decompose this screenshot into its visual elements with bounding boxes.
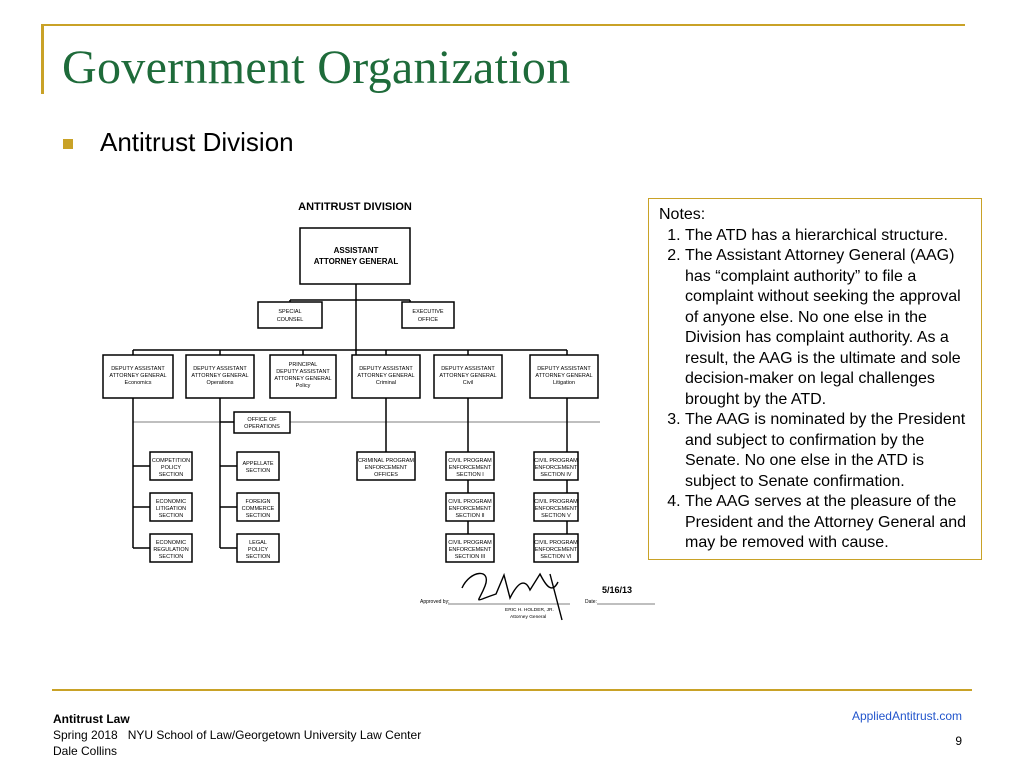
office-of-operations-line-2: OPERATIONS xyxy=(244,424,280,430)
civil-section-4-line-1: CIVIL PROGRAM xyxy=(534,458,578,464)
economic-litigation-box xyxy=(150,493,192,521)
civil-section-5-box xyxy=(534,493,578,521)
aag-line-1: ASSISTANT xyxy=(333,246,379,255)
civil-section-2-box xyxy=(446,493,494,521)
aag-box xyxy=(300,228,410,284)
deputy-economics-box xyxy=(103,355,173,398)
office-of-operations-box xyxy=(234,412,290,433)
deputy-criminal-line-1: DEPUTY ASSISTANT xyxy=(359,366,413,372)
civil-section-2-line-3: SECTION II xyxy=(455,513,485,519)
bullet-text: Antitrust Division xyxy=(100,127,294,157)
deputy-policy-box xyxy=(270,355,336,398)
deputy-economics-line-3: Economics xyxy=(124,380,152,386)
foreign-commerce-line-2: COMMERCE xyxy=(241,506,275,512)
note-item: 2. The Assistant Attorney General (AAG) has “complaint authority” to file a complaint without seeking the approval of anyone else. No one else in the Division has complaint authority. As a result, the AAG is the ultimate and sole decision-maker on legal challenges brought by the ATD. xyxy=(685,246,971,410)
approved-by-label: Approved by: xyxy=(420,599,450,605)
criminal-offices-line-1: CRIMINAL PROGRAM xyxy=(357,458,415,464)
civil-section-5-line-1: CIVIL PROGRAM xyxy=(534,499,578,505)
economic-regulation-line-1: ECONOMIC xyxy=(155,540,187,546)
legal-policy-line-3: SECTION xyxy=(245,554,271,560)
approval-date: 5/16/13 xyxy=(602,585,633,595)
civil-section-4-line-3: SECTION IV xyxy=(540,472,572,478)
notes-list xyxy=(659,226,971,554)
civil-section-1-line-1: CIVIL PROGRAM xyxy=(448,458,492,464)
civil-section-2-line-1: CIVIL PROGRAM xyxy=(448,499,492,505)
civil-section-5-line-2: ENFORCEMENT xyxy=(534,506,578,512)
civil-section-1-line-3: SECTION I xyxy=(456,472,484,478)
deputy-policy-line-1: PRINCIPAL xyxy=(288,362,318,368)
note-item: 3. The AAG is nominated by the President and subject to confirmation by the Senate. No one else in the ATD is subject to Senate confirmation. xyxy=(685,410,971,492)
executive-office-line-1: EXECUTIVE xyxy=(412,309,444,315)
economic-litigation-line-1: ECONOMIC xyxy=(155,499,187,505)
civil-section-6-box xyxy=(534,534,578,562)
deputy-criminal-line-3: Criminal xyxy=(375,380,397,386)
deputy-civil-line-3: Civil xyxy=(462,380,474,386)
competition-policy-box xyxy=(150,452,192,480)
deputy-litigation-line-1: DEPUTY ASSISTANT xyxy=(537,366,591,372)
deputy-litigation-line-3: Litigation xyxy=(552,380,576,386)
deputy-litigation-line-2: ATTORNEY GENERAL xyxy=(535,373,593,379)
title-accent-bar xyxy=(41,24,44,94)
aag-line-2: ATTORNEY GENERAL xyxy=(313,257,399,266)
economic-litigation-line-3: SECTION xyxy=(158,513,184,519)
legal-policy-line-1: LEGAL xyxy=(249,540,267,546)
economic-regulation-box xyxy=(150,534,192,562)
deputy-civil-line-1: DEPUTY ASSISTANT xyxy=(441,366,495,372)
notes-box xyxy=(648,198,982,560)
notes-heading: Notes: xyxy=(659,206,706,223)
deputy-civil-box xyxy=(434,355,502,398)
civil-section-6-line-3: SECTION VI xyxy=(540,554,572,560)
deputy-economics-line-1: DEPUTY ASSISTANT xyxy=(111,366,165,372)
civil-section-3-line-3: SECTION III xyxy=(454,554,486,560)
signer-name: ERIC H. HOLDER, JR. xyxy=(505,608,554,613)
deputy-operations-line-2: ATTORNEY GENERAL xyxy=(191,373,249,379)
org-chart xyxy=(100,190,660,630)
deputy-operations-line-1: DEPUTY ASSISTANT xyxy=(193,366,247,372)
deputy-policy-line-3: ATTORNEY GENERAL xyxy=(274,376,332,382)
civil-section-5-line-3: SECTION V xyxy=(541,513,571,519)
appellate-line-2: SECTION xyxy=(245,468,271,474)
economic-regulation-line-3: SECTION xyxy=(158,554,184,560)
org-chart-heading: ANTITRUST DIVISION xyxy=(298,201,412,213)
civil-section-3-box xyxy=(446,534,494,562)
deputy-operations-box xyxy=(186,355,254,398)
footer-author: Dale Collins xyxy=(53,744,118,758)
legal-policy-line-2: POLICY xyxy=(247,547,269,553)
civil-section-1-box xyxy=(446,452,494,480)
civil-section-6-line-2: ENFORCEMENT xyxy=(534,547,578,553)
office-of-operations-line-1: OFFICE OF xyxy=(247,417,277,423)
footer-rule xyxy=(52,689,972,691)
deputy-policy-line-2: DEPUTY ASSISTANT xyxy=(276,369,330,375)
note-item: 1. The ATD has a hierarchical structure. xyxy=(685,226,971,247)
signature-mark xyxy=(462,573,562,620)
deputy-criminal-box xyxy=(352,355,420,398)
civil-section-4-box xyxy=(534,452,578,480)
competition-policy-line-2: POLICY xyxy=(160,465,182,471)
foreign-commerce-box xyxy=(237,493,279,521)
special-counsel-line-1: SPECIAL xyxy=(278,309,302,315)
economic-regulation-line-2: REGULATION xyxy=(153,547,189,553)
slide-title: Government Organization xyxy=(62,41,571,94)
deputy-operations-line-3: Operations xyxy=(206,380,234,386)
appellate-section-box xyxy=(237,452,279,480)
appellate-line-1: APPELLATE xyxy=(242,461,274,467)
criminal-offices-line-3: OFFICES xyxy=(374,472,398,478)
deputy-criminal-line-2: ATTORNEY GENERAL xyxy=(357,373,415,379)
civil-section-6-line-1: CIVIL PROGRAM xyxy=(534,540,578,546)
bullet-marker xyxy=(63,139,73,149)
competition-policy-line-3: SECTION xyxy=(158,472,184,478)
civil-section-3-line-1: CIVIL PROGRAM xyxy=(448,540,492,546)
executive-office-box xyxy=(402,302,454,328)
footer-term: Spring 2018 NYU School of Law/Georgetown University Law Center xyxy=(53,728,422,742)
foreign-commerce-line-1: FOREIGN xyxy=(245,499,271,505)
date-label: Date: xyxy=(585,599,597,605)
civil-section-2-line-2: ENFORCEMENT xyxy=(448,506,492,512)
civil-section-1-line-2: ENFORCEMENT xyxy=(448,465,492,471)
economic-litigation-line-2: LITIGATION xyxy=(155,506,187,512)
civil-section-4-line-2: ENFORCEMENT xyxy=(534,465,578,471)
executive-office-line-2: OFFICE xyxy=(417,317,439,323)
footer-link[interactable]: AppliedAntitrust.com xyxy=(851,709,962,723)
deputy-civil-line-2: ATTORNEY GENERAL xyxy=(439,373,497,379)
signer-title: Attorney General xyxy=(510,615,547,620)
deputy-litigation-box xyxy=(530,355,598,398)
criminal-offices-line-2: ENFORCEMENT xyxy=(364,465,408,471)
deputy-economics-line-2: ATTORNEY GENERAL xyxy=(109,373,167,379)
criminal-offices-box xyxy=(357,452,415,480)
deputy-policy-line-4: Policy xyxy=(295,383,311,389)
special-counsel-line-2: COUNSEL xyxy=(276,317,304,323)
civil-section-3-line-2: ENFORCEMENT xyxy=(448,547,492,553)
page-number: 9 xyxy=(955,734,962,748)
footer-course: Antitrust Law xyxy=(53,712,130,726)
title-rule xyxy=(41,24,965,26)
special-counsel-box xyxy=(258,302,322,328)
competition-policy-line-1: COMPETITION xyxy=(151,458,191,464)
legal-policy-box xyxy=(237,534,279,562)
note-item: 4. The AAG serves at the pleasure of the President and the Attorney General and may be removed with cause. xyxy=(685,492,971,554)
foreign-commerce-line-3: SECTION xyxy=(245,513,271,519)
